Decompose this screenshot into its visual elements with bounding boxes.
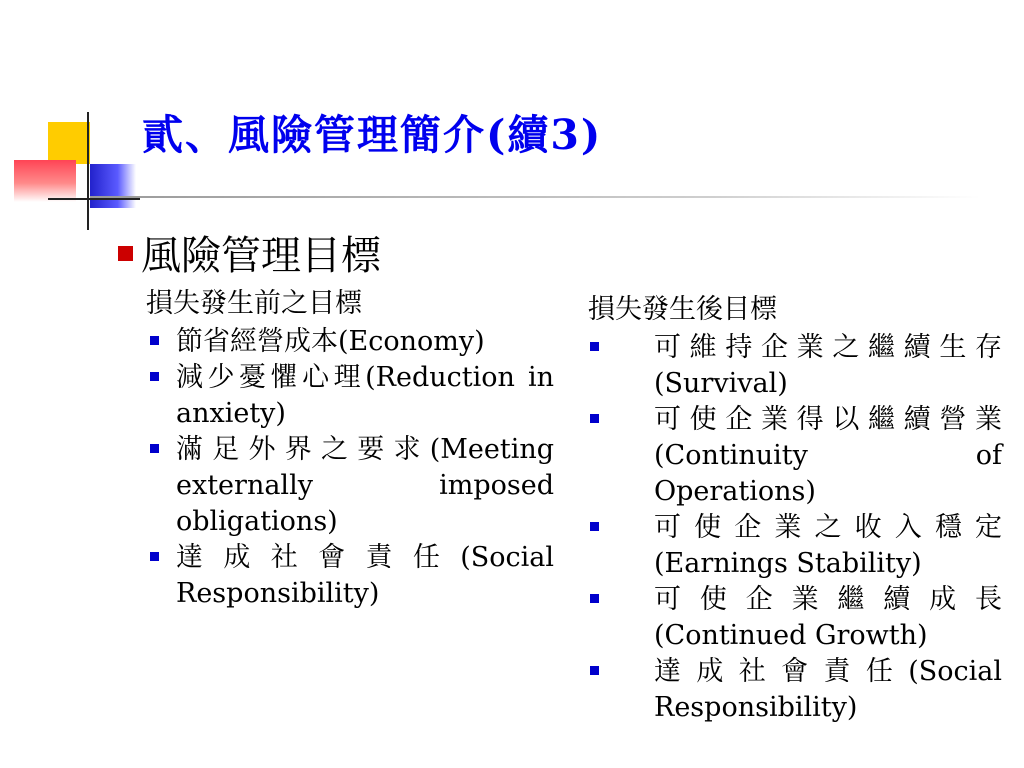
list-item-text: 節省經營成本(Economy) <box>176 326 485 357</box>
slide-logo-decoration <box>0 100 140 230</box>
title-underline <box>90 196 980 198</box>
pre-loss-list <box>146 324 554 612</box>
subheading-text: 風險管理目標 <box>141 233 381 279</box>
list-item-text: 減少憂懼心理(Reduction in anxiety) <box>176 362 554 429</box>
list-item-text: 達成社會責任(Social Responsibility) <box>176 542 554 609</box>
list-item <box>588 582 1002 654</box>
pre-loss-objectives <box>146 286 554 612</box>
list-item <box>146 540 554 612</box>
bullet-icon <box>590 414 599 423</box>
post-loss-objectives <box>588 292 1002 726</box>
bullet-icon <box>150 444 159 453</box>
list-item-text: 可使企業繼續成長(Continued Growth) <box>654 584 1002 651</box>
bullet-icon <box>150 552 159 561</box>
list-item-text: 可維持企業之繼續生存(Survival) <box>654 332 1002 399</box>
logo-horizontal-line <box>48 198 140 200</box>
logo-vertical-line <box>87 112 89 230</box>
bullet-icon <box>590 342 599 351</box>
bullet-icon <box>150 372 159 381</box>
bullet-icon <box>590 522 599 531</box>
bullet-icon <box>150 336 159 345</box>
logo-blue-square <box>90 164 136 208</box>
pre-loss-heading: 損失發生前之目標 <box>146 288 362 319</box>
list-item <box>588 654 1002 726</box>
section-subheading <box>118 224 381 281</box>
list-item-text: 可使企業之收入穩定(Earnings Stability) <box>654 512 1002 579</box>
list-item <box>588 330 1002 402</box>
square-bullet-icon <box>118 246 133 261</box>
slide-title: 貳、風險管理簡介(續3) <box>142 111 603 159</box>
logo-red-square <box>14 160 76 202</box>
logo-yellow-square <box>48 122 90 164</box>
bullet-icon <box>590 666 599 675</box>
list-item <box>588 402 1002 510</box>
list-item <box>146 324 554 360</box>
list-item-text: 可使企業得以繼續營業 (Continuity of Operations) <box>654 404 1002 507</box>
bullet-icon <box>590 594 599 603</box>
list-item <box>146 360 554 432</box>
list-item <box>588 510 1002 582</box>
post-loss-list <box>588 330 1002 726</box>
post-loss-heading: 損失發生後目標 <box>588 294 777 325</box>
list-item-text: 滿足外界之要求(Meeting externally imposed obligations) <box>176 434 554 537</box>
list-item <box>146 432 554 540</box>
list-item-text: 達成社會責任(Social Responsibility) <box>654 656 1002 723</box>
